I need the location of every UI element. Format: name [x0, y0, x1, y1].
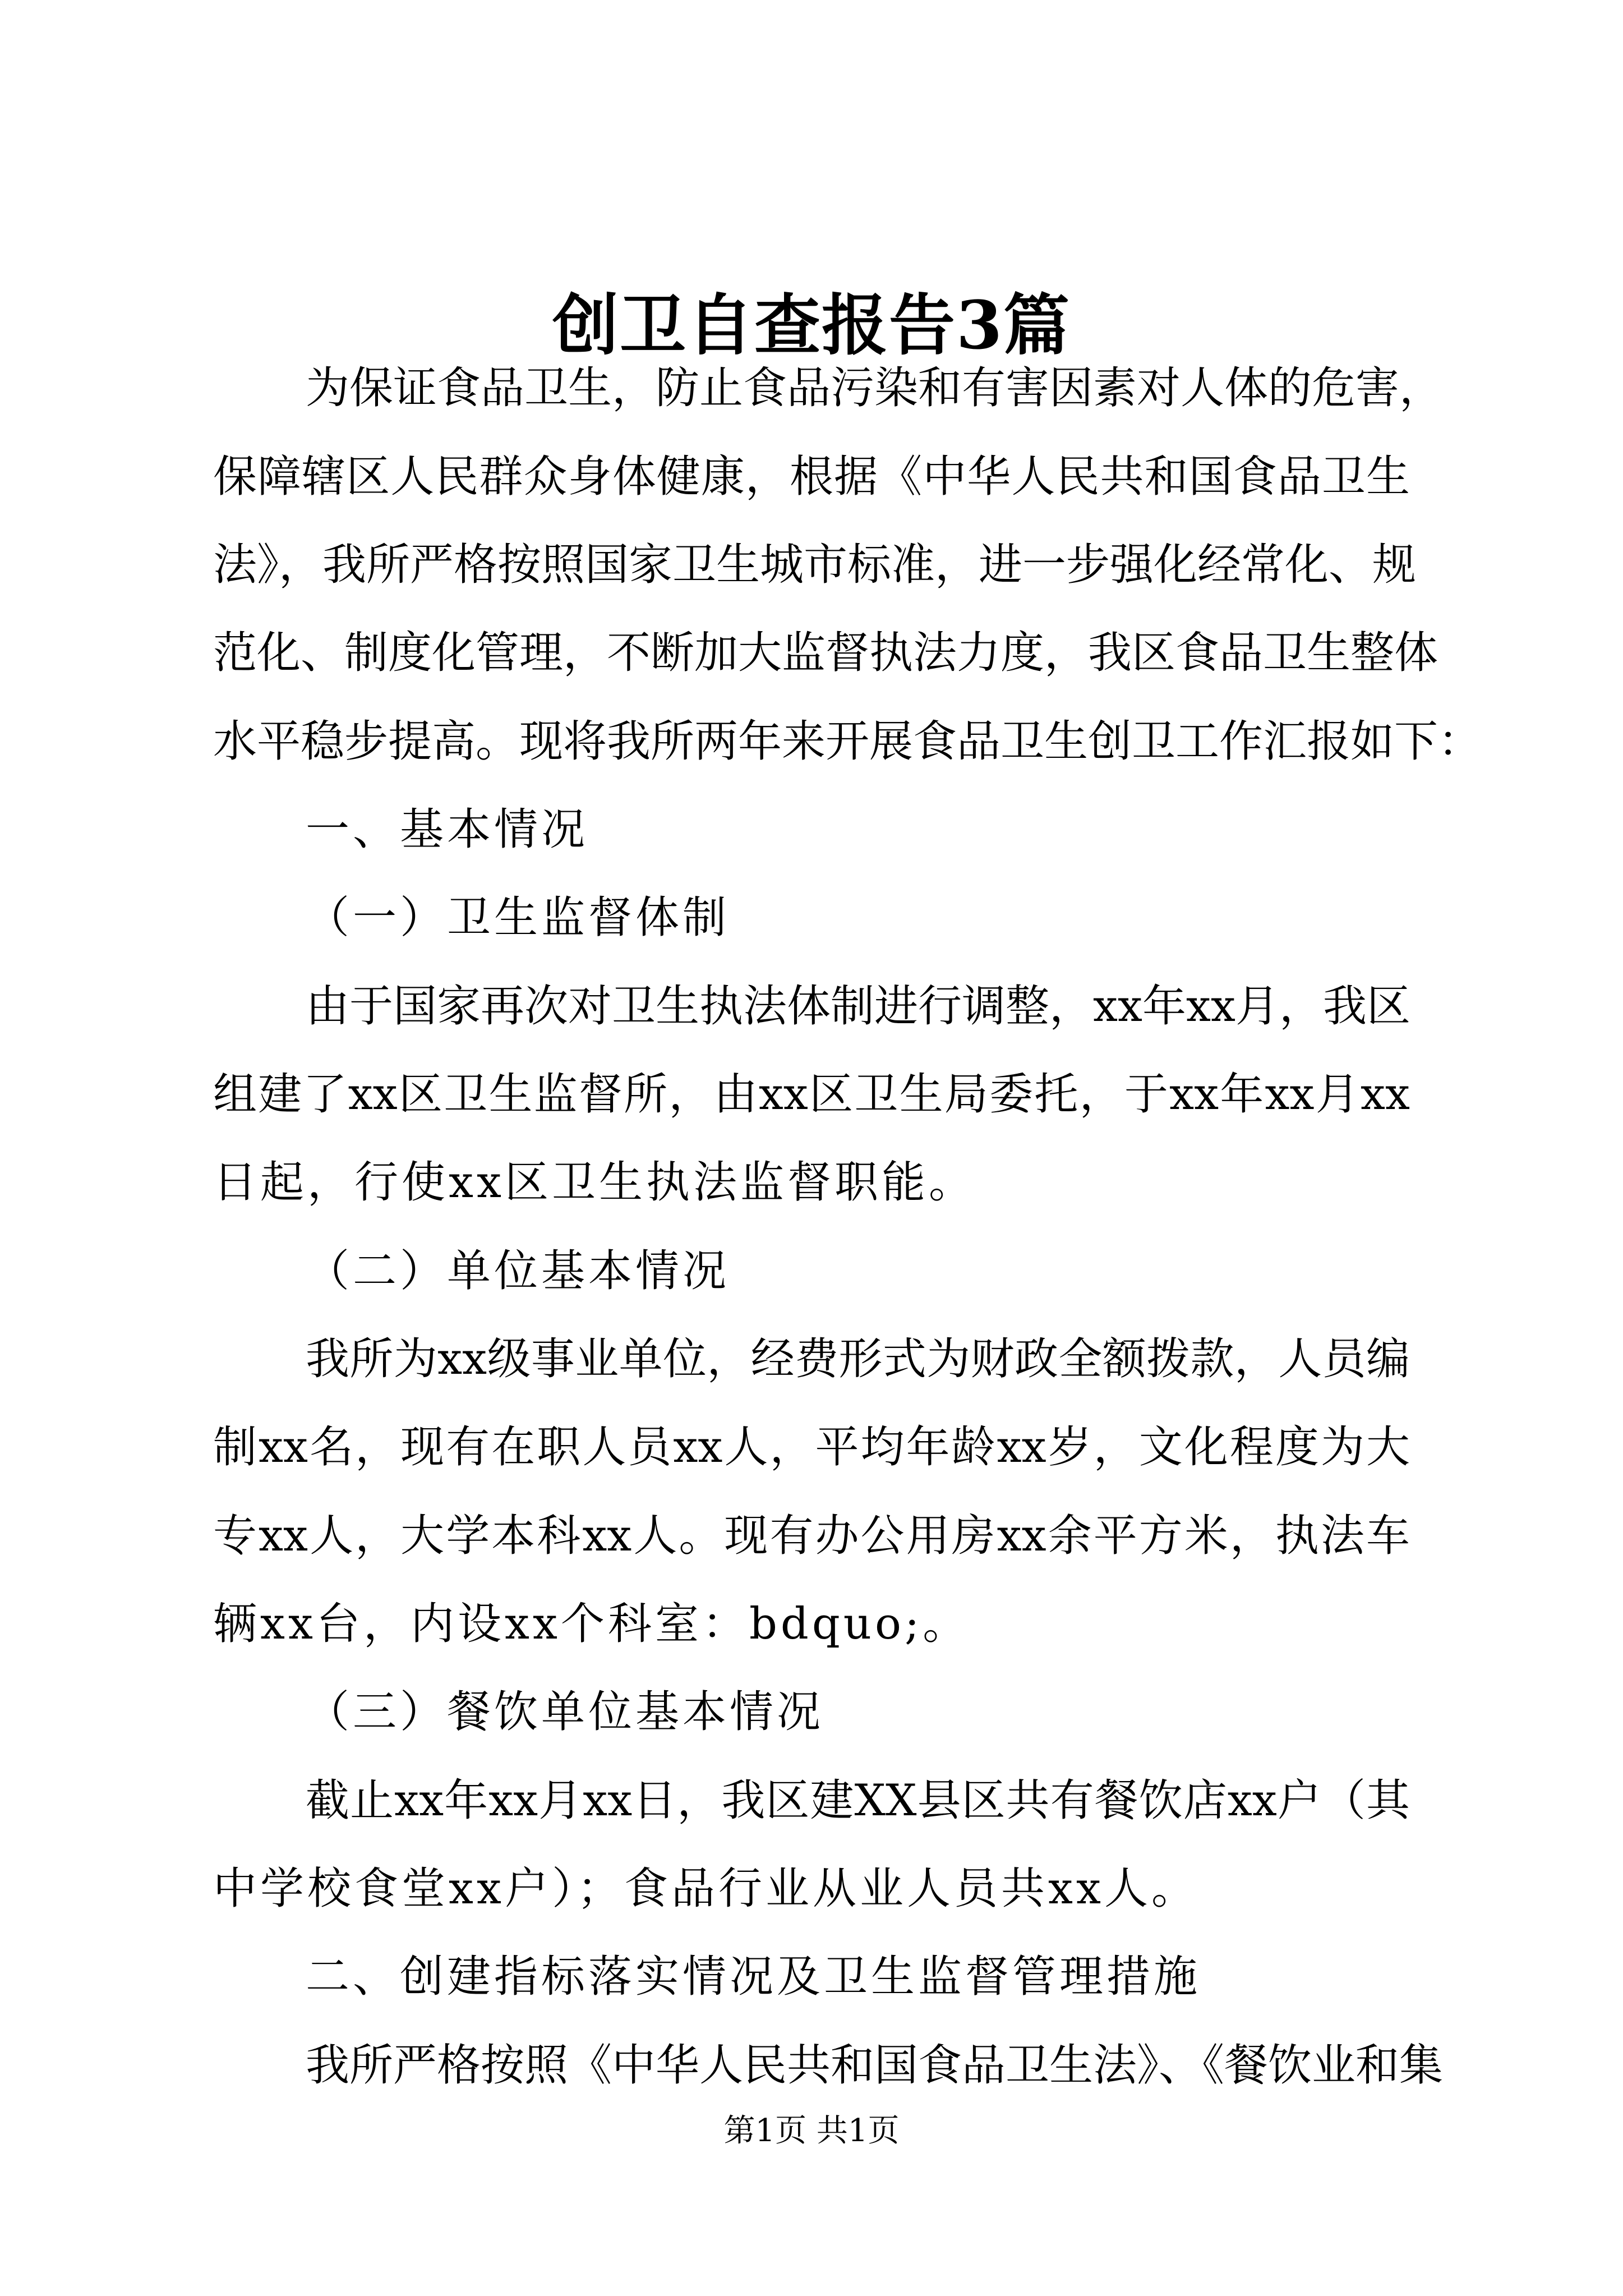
paragraph-line: 制xx名，现有在职人员xx人，平均年龄xx岁，文化程度为大 — [213, 1422, 1410, 1473]
paragraph-line: 保障辖区人民群众身体健康，根据《中华人民共和国食品卫生 — [213, 452, 1410, 502]
paragraph-line: 我所严格按照《中华人民共和国食品卫生法》、《餐饮业和集 — [306, 2040, 1444, 2091]
section-heading: 一、基本情况 — [306, 804, 589, 855]
paragraph-line: 我所为xx级事业单位，经费形式为财政全额拨款，人员编 — [306, 1334, 1410, 1384]
subsection-heading: （二）单位基本情况 — [306, 1246, 730, 1296]
section-heading: 二、创建指标落实情况及卫生监督管理措施 — [306, 1952, 1201, 2002]
paragraph-line: 组建了xx区卫生监督所，由xx区卫生局委托，于xx年xx月xx — [213, 1069, 1410, 1120]
subsection-heading: （一）卫生监督体制 — [306, 892, 730, 943]
document-title: 创卫自查报告3篇 — [552, 286, 1071, 364]
subsection-heading: （三）餐饮单位基本情况 — [306, 1687, 824, 1737]
paragraph-line: 专xx人，大学本科xx人。现有办公用房xx余平方米，执法车 — [213, 1511, 1410, 1561]
paragraph-line: 中学校食堂xx户）；食品行业从业人员共xx人。 — [213, 1864, 1198, 1914]
paragraph-line: 为保证食品卫生，防止食品污染和有害因素对人体的危害， — [306, 363, 1444, 413]
paragraph-line: 法》，我所严格按照国家卫生城市标准，进一步强化经常化、规 — [213, 540, 1417, 590]
paragraph-line: 水平稳步提高。现将我所两年来开展食品卫生创卫工作汇报如下： — [213, 716, 1482, 767]
paragraph-line: 日起，行使xx区卫生执法监督职能。 — [213, 1157, 976, 1208]
paragraph-line: 截止xx年xx月xx日，我区建XX县区共有餐饮店xx户（其 — [306, 1775, 1410, 1826]
page-footer: 第1页 共1页 — [723, 2113, 900, 2149]
paragraph-line: 由于国家再次对卫生执法体制进行调整，xx年xx月，我区 — [306, 981, 1410, 1032]
paragraph-line: 辆xx台，内设xx个科室：bdquo;。 — [213, 1599, 970, 1649]
paragraph-line: 范化、制度化管理，不断加大监督执法力度，我区食品卫生整体 — [213, 628, 1438, 678]
